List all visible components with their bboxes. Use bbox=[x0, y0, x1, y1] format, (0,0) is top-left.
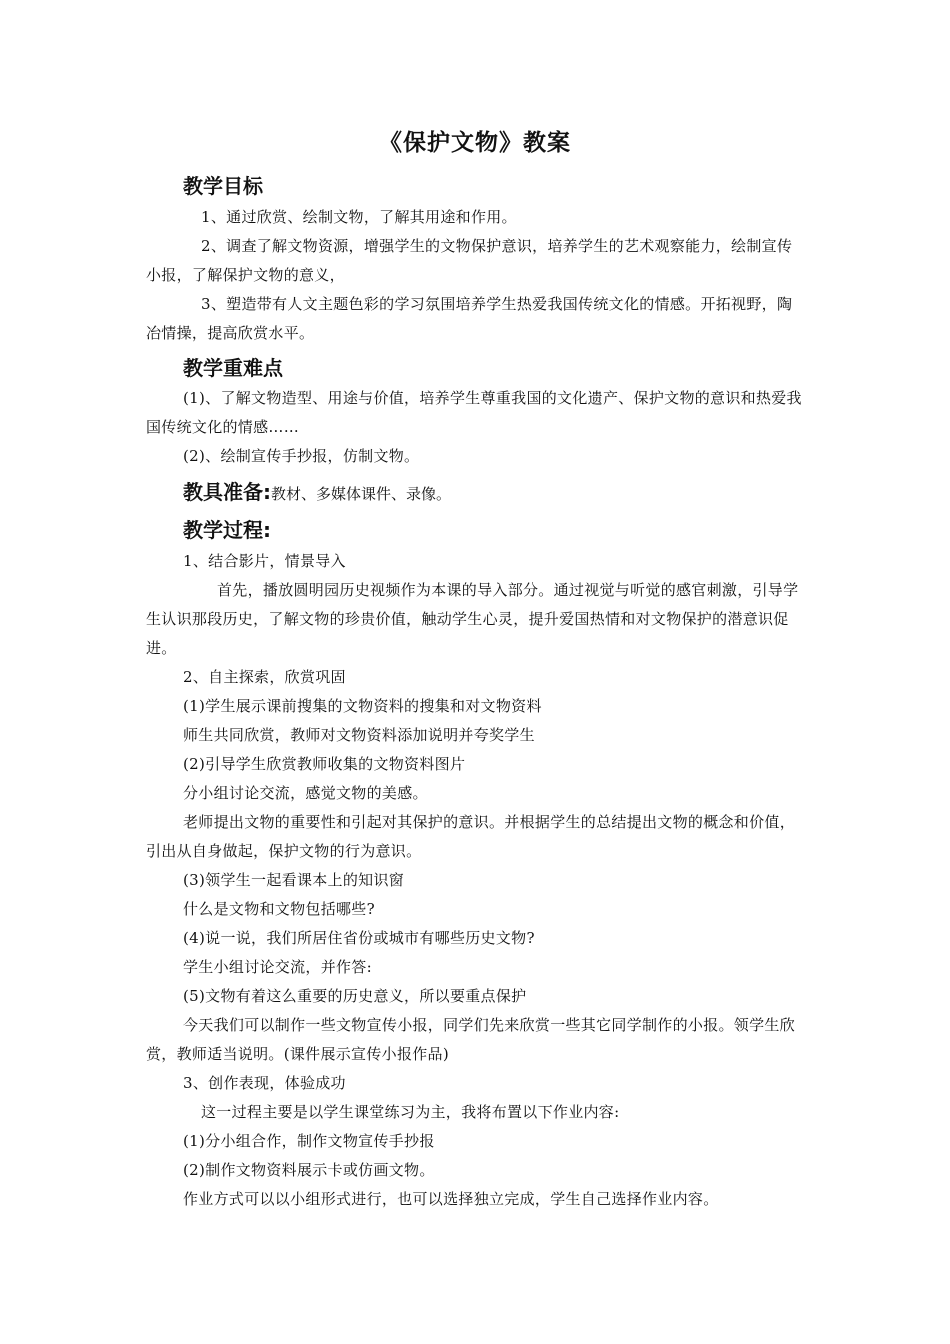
keypoint-item-1: (1)、了解文物造型、用途与价值，培养学生尊重我国的文化遗产、保护文物的意识和热爱我国传统文化的情感…… bbox=[146, 389, 802, 436]
process-line-8: 老师提出文物的重要性和引起对其保护的意识。并根据学生的总结提出文物的概念和价值，引出从自身做起，保护文物的行为意识。 bbox=[146, 813, 796, 860]
keypoint-item-2: (2)、绘制宣传手抄报，仿制文物。 bbox=[183, 447, 420, 465]
process-line-7: 分小组讨论交流，感觉文物的美感。 bbox=[183, 784, 428, 802]
process-line-6: (2)引导学生欣赏教师收集的文物资料图片 bbox=[183, 755, 466, 773]
process-line-11: (4)说一说，我们所居住省份或城市有哪些历史文物? bbox=[183, 929, 535, 947]
process-line-15: 3、创作表现，体验成功 bbox=[183, 1074, 346, 1092]
goal-item-3: 3、塑造带有人文主题色彩的学习氛围培养学生热爱我国传统文化的情感。开拓视野，陶冶情操，提高欣赏水平。 bbox=[146, 295, 793, 342]
process-line-10: 什么是文物和文物包括哪些? bbox=[183, 900, 375, 918]
process-line-12: 学生小组讨论交流，并作答: bbox=[183, 958, 372, 976]
process-line-18: (2)制作文物资料展示卡或仿画文物。 bbox=[183, 1161, 435, 1179]
process-line-4: (1)学生展示课前搜集的文物资料的搜集和对文物资料 bbox=[183, 697, 542, 715]
process-line-2: 首先，播放圆明园历史视频作为本课的导入部分。通过视觉与听觉的感官刺激，引导学生认识那段历史，了解文物的珍贵价值，触动学生心灵，提升爱国热情和对文物保护的潜意识促进。 bbox=[146, 581, 799, 657]
goal-item-1: 1、通过欣赏、绘制文物，了解其用途和作用。 bbox=[201, 208, 517, 226]
process-line-14: 今天我们可以制作一些文物宣传小报，同学们先来欣赏一些其它同学制作的小报。领学生欣赏，教师适当说明。(课件展示宣传小报作品) bbox=[146, 1016, 796, 1063]
heading-materials bbox=[183, 476, 451, 505]
materials-text: 教材、多媒体课件、录像。 bbox=[271, 485, 452, 503]
heading-process: 教学过程: bbox=[183, 518, 271, 542]
process-line-16: 这一过程主要是以学生课堂练习为主，我将布置以下作业内容: bbox=[201, 1103, 620, 1121]
heading-teaching-goals: 教学目标 bbox=[183, 174, 263, 198]
process-line-13: (5)文物有着这么重要的历史意义，所以要重点保护 bbox=[183, 987, 527, 1005]
process-line-9: (3)领学生一起看课本上的知识窗 bbox=[183, 871, 405, 889]
materials-heading: 教具准备: bbox=[183, 480, 271, 504]
heading-key-points: 教学重难点 bbox=[183, 356, 283, 380]
process-line-3: 2、自主探索，欣赏巩固 bbox=[183, 668, 346, 686]
process-line-19: 作业方式可以以小组形式进行，也可以选择独立完成，学生自己选择作业内容。 bbox=[183, 1190, 719, 1208]
process-line-1: 1、结合影片，情景导入 bbox=[183, 552, 346, 570]
goal-item-2: 2、调查了解文物资源，增强学生的文物保护意识，培养学生的艺术观察能力，绘制宣传小报，了解保护文物的意义， bbox=[146, 237, 793, 284]
document-title: 《保护文物》教案 bbox=[379, 130, 571, 156]
process-line-17: (1)分小组合作，制作文物宣传手抄报 bbox=[183, 1132, 435, 1150]
process-line-5: 师生共同欣赏，教师对文物资料添加说明并夸奖学生 bbox=[183, 726, 535, 744]
